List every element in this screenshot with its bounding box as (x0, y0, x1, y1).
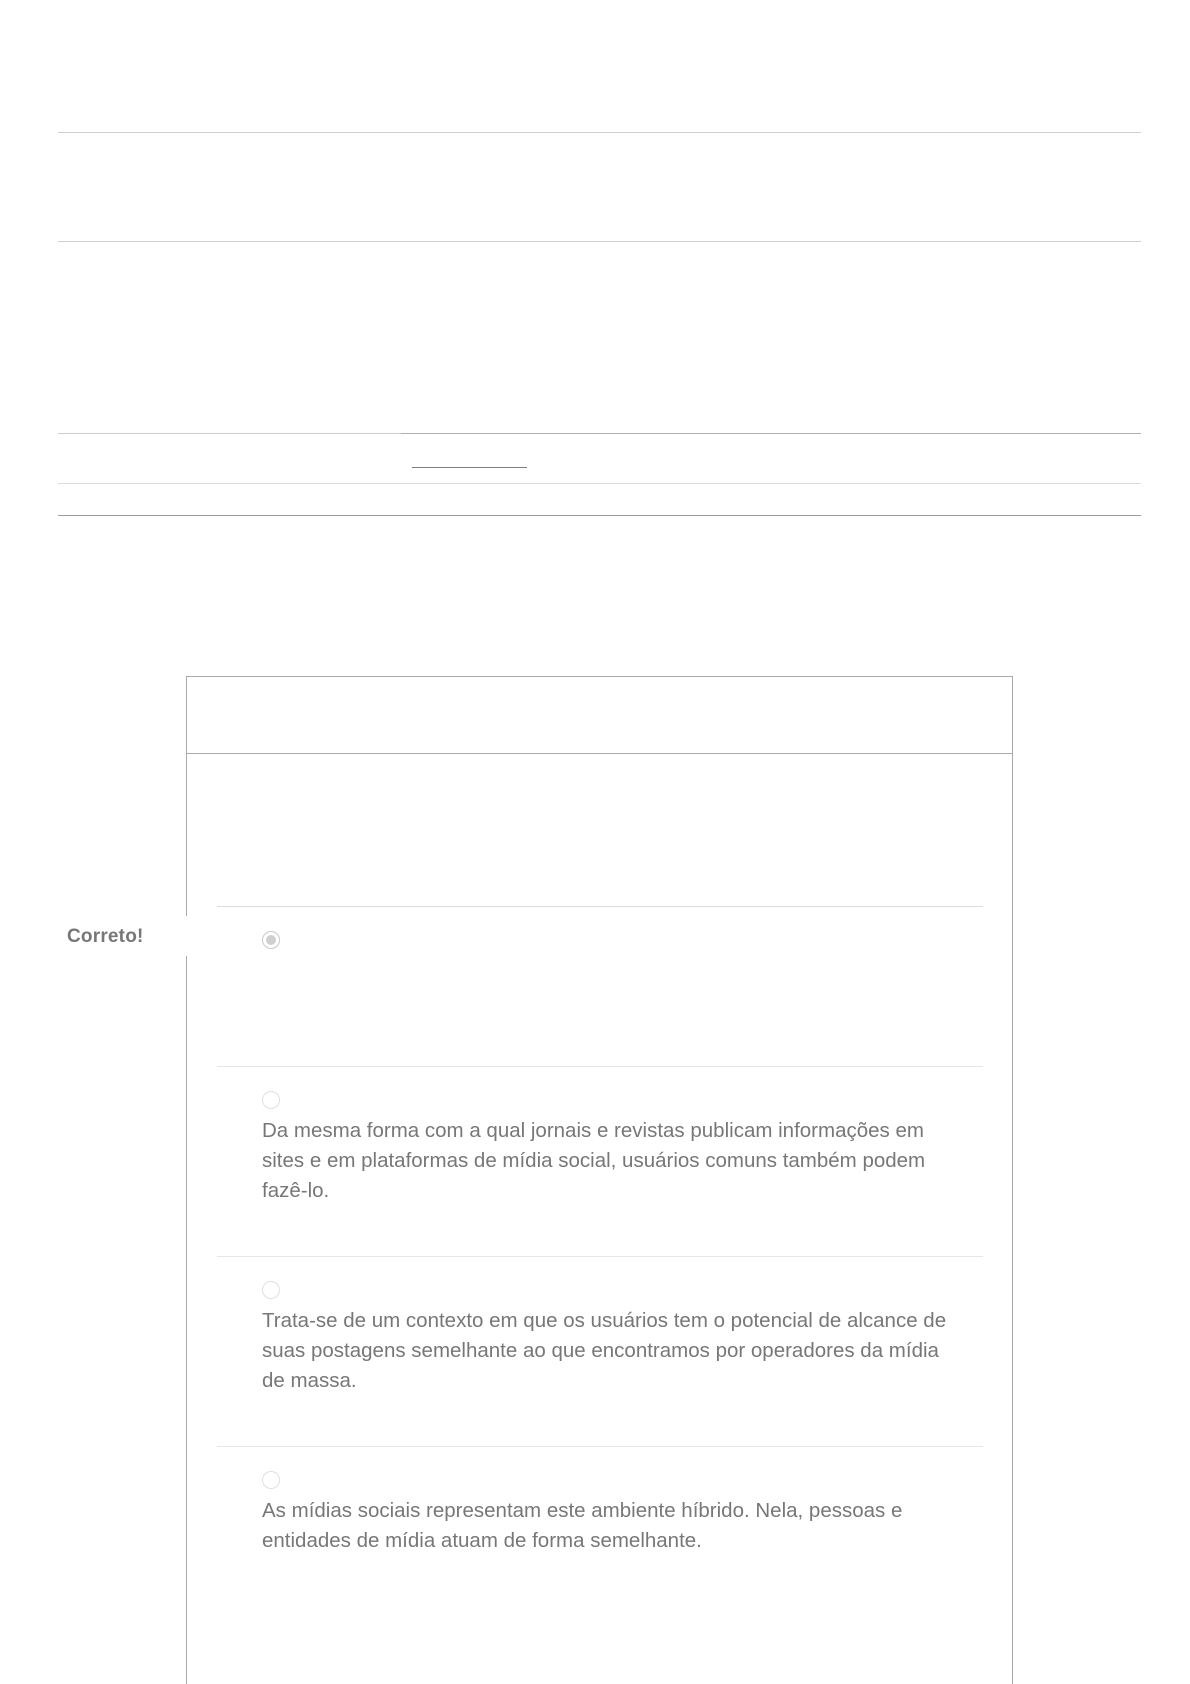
correct-answer-flag (58, 916, 188, 956)
answer-option[interactable] (217, 1256, 983, 1447)
radio-button[interactable] (262, 1091, 280, 1109)
divider (58, 483, 1141, 484)
divider (58, 241, 1141, 242)
radio-button[interactable] (262, 1471, 280, 1489)
answer-option[interactable] (217, 1066, 983, 1257)
answer-text: Trata-se de um contexto em que os usuários tem o potencial de alcance de suas postagens semelhante ao que encontramos por operadores da mídia de massa. (262, 1309, 947, 1392)
answer-text: As mídias sociais representam este ambiente híbrido. Nela, pessoas e entidades de mídia atuam de forma semelhante. (262, 1499, 903, 1552)
answer-option[interactable] (217, 906, 983, 1067)
divider (58, 433, 401, 434)
radio-button[interactable] (262, 931, 280, 949)
divider (58, 132, 1141, 133)
details-link[interactable] (412, 467, 527, 468)
divider (58, 515, 1141, 516)
radio-button[interactable] (262, 1281, 280, 1299)
correct-label: Correto! (67, 926, 144, 947)
answer-option[interactable] (217, 1446, 983, 1607)
question-header (187, 677, 1012, 754)
divider (401, 433, 1141, 434)
answer-text: Da mesma forma com a qual jornais e revistas publicam informações em sites e em plataformas de mídia social, usuários comuns também podem fazê-lo. (262, 1119, 926, 1202)
